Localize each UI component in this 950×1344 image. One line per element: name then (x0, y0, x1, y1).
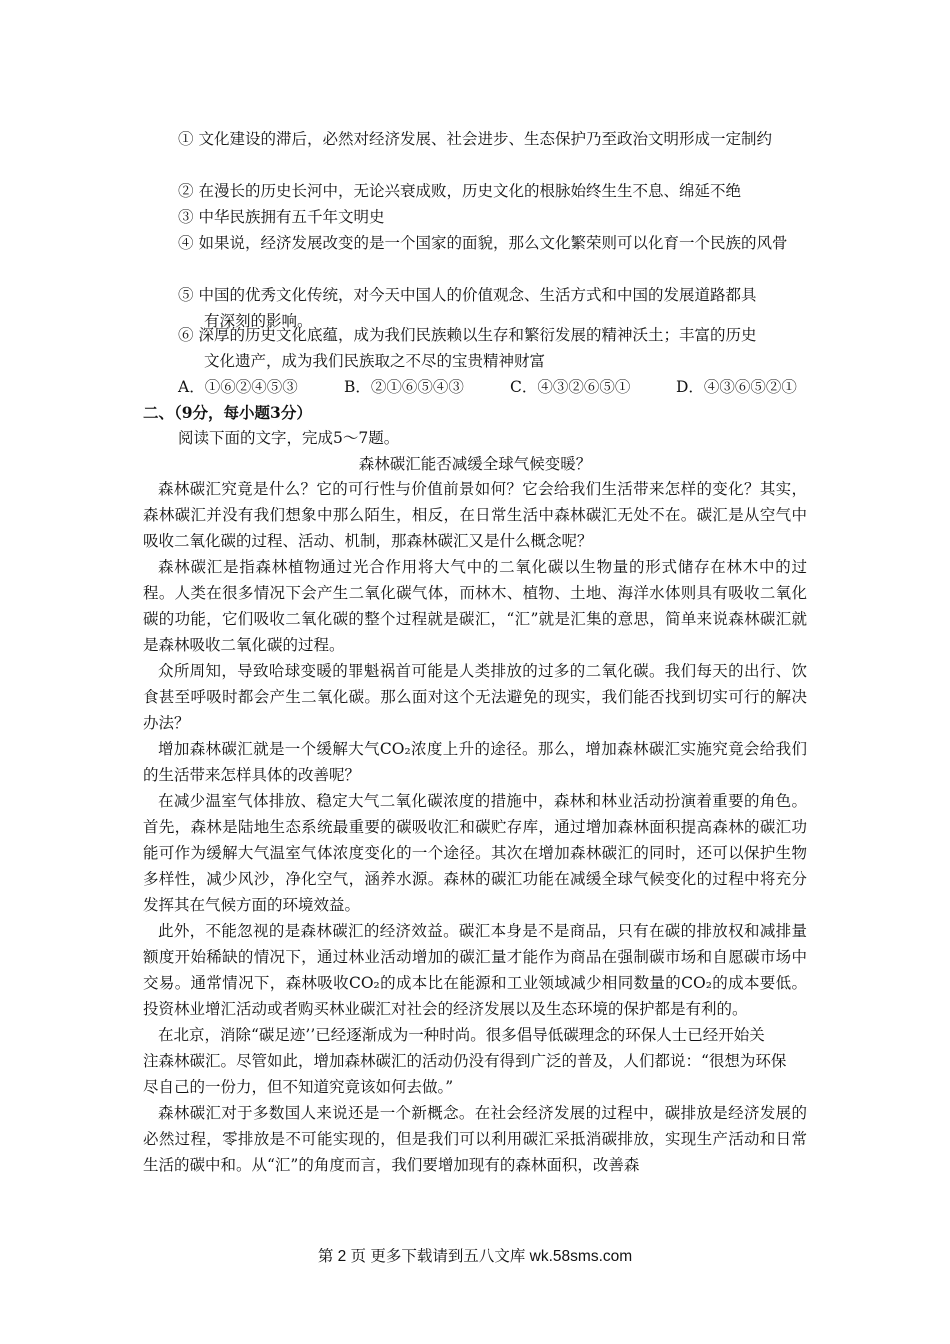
option-number: ② (178, 182, 194, 200)
paragraph: 在减少温室气体排放、稳定大气二氧化碳浓度的措施中，森林和林业活动扮演着重要的角色。首先，森林是陆地生态系统最重要的碳吸收汇和碳贮存库，通过增加森林面积提高森林的碳汇功能可作为缓解大气温室气体浓度变化的一个途径。其次在增加森林碳汇的同时，还可以保护生物多样性，减少风沙，净化空气，涵养水源。森林的碳汇功能在减缓全球气候变化的过程中将充分发挥其在气候方面的环境效益。 (143, 792, 807, 914)
option-1 (178, 126, 810, 152)
paragraph: 增加森林碳汇就是一个缓解大气CO₂浓度上升的途径。那么，增加森林碳汇实施究竟会给我们的生活带来怎样具体的改善呢？ (143, 740, 807, 784)
option-text-continued: 有深刻的影响。 (204, 312, 313, 330)
paragraph: 在北京，消除“碳足迹’’已经逐渐成为一种时尚。很多倡导低碳理念的环保人士已经开始关 (158, 1026, 765, 1044)
option-number: ① (178, 130, 194, 148)
option-6 (178, 322, 810, 374)
option-text: 中华民族拥有五千年文明史 (198, 208, 385, 226)
option-text: 文化建设的滞后，必然对经济发展、社会进步、生态保护乃至政治文明形成一定制约 (198, 130, 772, 148)
option-text: 在漫长的历史长河中，无论兴衰成败，历史文化的根脉始终生生不息、绵延不绝 (198, 182, 741, 200)
option-2 (178, 178, 810, 204)
option-number: ⑤ (178, 286, 194, 304)
paragraph: 此外，不能忽视的是森林碳汇的经济效益。碳汇本身是不是商品，只有在碳的排放权和减排量额度开始稀缺的情况下，通过林业活动增加的碳汇量才能作为商品在强制碳市场和自愿碳市场中交易。通常情况下，森林吸收CO₂的成本比在能源和工业领域减少相同数量的CO₂的成本要低。投资林业增汇活动或者购买林业碳汇对社会的经济发展以及生态环境的保护都是有利的。 (143, 922, 807, 1018)
section-heading: 二、（9分，每小题3分） (143, 403, 312, 422)
choice-d: D．④③⑥⑤②① (676, 378, 797, 396)
option-number: ⑥ (178, 326, 194, 344)
paragraph: 森林碳汇究竟是什么？它的可行性与价值前景如何？它会给我们生活带来怎样的变化？其实，森林碳汇并没有我们想象中那么陌生，相反，在日常生活中森林碳汇无处不在。碳汇是从空气中吸收二氧化碳的过程、活动、机制，那森林碳汇又是什么概念呢？ (143, 480, 807, 550)
paragraph-line: 注森林碳汇。尽管如此，增加森林碳汇的活动仍没有得到广泛的普及，人们都说：“很想为环保 (143, 1052, 787, 1070)
page-footer: 第 2 页 更多下载请到五八文库 wk.58sms.com (317, 1248, 633, 1265)
option-number: ③ (178, 208, 194, 226)
option-text: 深厚的历史文化底蕴，成为我们民族赖以生存和繁衍发展的精神沃土；丰富的历史 (198, 326, 757, 344)
option-number: ④ (178, 234, 194, 252)
choice-b: B．②①⑥⑤④③ (344, 378, 464, 396)
article-title: 森林碳汇能否减缓全球气候变暖？ (358, 455, 592, 473)
answer-choices (178, 374, 818, 400)
option-4 (178, 230, 810, 256)
paragraph: 森林碳汇是指森林植物通过光合作用将大气中的二氧化碳以生物量的形式储存在林木中的过程。人类在很多情况下会产生二氧化碳气体，而林木、植物、土地、海洋水体则具有吸收二氧化碳的功能，它们吸收二氧化碳的整个过程就是碳汇，“汇”就是汇集的意思，简单来说森林碳汇就是森林吸收二氧化碳的过程。 (143, 558, 807, 654)
paragraph-line: 尽自己的一份力，但不知道究竟该如何去做。” (143, 1078, 454, 1096)
instruction: 阅读下面的文字，完成5～7题。 (178, 429, 400, 447)
option-3 (178, 204, 810, 230)
option-text-continued: 文化遗产，成为我们民族取之不尽的宝贵精神财富 (204, 352, 546, 370)
option-text: 如果说，经济发展改变的是一个国家的面貌，那么文化繁荣则可以化育一个民族的风骨 (198, 234, 788, 252)
choice-c: C．④③②⑥⑤① (510, 378, 631, 396)
choice-a: A．①⑥②④⑤③ (178, 378, 298, 396)
paragraph: 众所周知，导致哈球变暖的罪魁祸首可能是人类排放的过多的二氧化碳。我们每天的出行、饮食甚至呼吸时都会产生二氧化碳。那么面对这个无法避免的现实，我们能否找到切实可行的解决办法？ (143, 662, 807, 732)
option-text: 中国的优秀文化传统，对今天中国人的价值观念、生活方式和中国的发展道路都具 (198, 286, 757, 304)
paragraph: 森林碳汇对于多数国人来说还是一个新概念。在社会经济发展的过程中，碳排放是经济发展的必然过程，零排放是不可能实现的，但是我们可以利用碳汇采抵消碳排放，实现生产活动和日常生活的碳中和。从“汇”的角度而言，我们要增加现有的森林面积，改善森 (143, 1104, 807, 1174)
article-body (143, 476, 807, 1178)
